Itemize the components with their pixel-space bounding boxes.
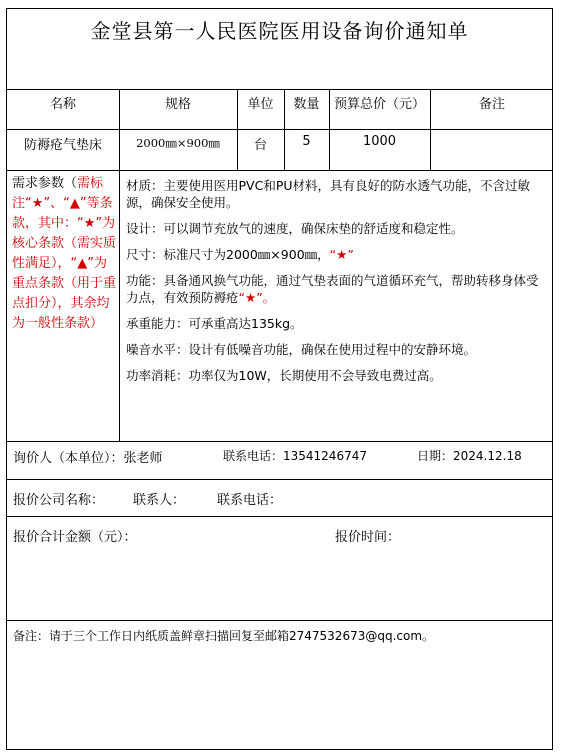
header-note: 备注: [478, 97, 505, 112]
quote-time-label: 报价时间：: [335, 530, 401, 545]
quote-company-label: 报价公司名称：: [13, 493, 105, 508]
requirements-label: [12, 174, 119, 334]
inquirer-phone: 联系电话：13541246747: [223, 449, 367, 463]
divider: [7, 129, 552, 130]
header-budget: 预算总价（元）: [333, 97, 425, 112]
requirements-list: [126, 177, 550, 393]
quote-contact-label: 联系人：: [133, 493, 186, 508]
divider: [119, 170, 120, 441]
requirement-item: 噪音水平：设计有低噪音功能，确保在使用过程中的安静环境。: [126, 342, 477, 357]
inquirer-label: 询价人（本单位）：张老师: [13, 451, 163, 466]
requirement-item: 功能：具备通风换气功能，通过气垫表面的气道循环充气，帮助转移身体受力点，有效预防褥疮“★”。: [126, 273, 539, 305]
form-title: 金堂县第一人民医院医用设备询价通知单: [90, 19, 469, 43]
divider: [7, 441, 552, 442]
item-unit: 台: [253, 138, 267, 153]
divider: [7, 89, 552, 90]
core-star-mark: “★”: [329, 247, 354, 262]
header-name: 名称: [49, 97, 76, 112]
header-unit: 单位: [247, 97, 274, 112]
core-star-mark: “★”。: [238, 290, 276, 305]
requirement-item: 设计：可以调节充放气的速度，确保床垫的舒适度和稳定性。: [126, 221, 464, 236]
requirement-item: 承重能力：可承重高达135kg。: [126, 316, 303, 331]
item-name: 防褥疮气垫床: [23, 138, 102, 153]
requirement-item: 材质：主要使用医用PVC和PU材料，具有良好的防水透气功能，不含过敏源，确保安全使用。: [126, 178, 531, 210]
divider: [7, 479, 552, 480]
divider: [7, 516, 552, 517]
requirements-label-main: 需求参数（: [12, 176, 78, 191]
header-qty: 数量: [293, 97, 320, 112]
header-spec: 规格: [164, 97, 191, 112]
requirement-item: 功率消耗：功率仅为10W，长期使用不会导致电费过高。: [126, 368, 442, 383]
item-qty: 5: [302, 134, 311, 149]
inquiry-date: 日期：2024.12.18: [417, 449, 522, 463]
footer-note: 备注：请于三个工作日内纸质盖鲜章扫描回复至邮箱2747532673@qq.com。: [13, 629, 435, 643]
quote-total-label: 报价合计金额（元）：: [13, 530, 137, 545]
item-spec: 2000㎜×900㎜: [136, 136, 220, 150]
item-budget: 1000: [362, 134, 397, 149]
inquiry-form: [6, 8, 553, 750]
divider: [7, 170, 552, 171]
requirement-item: 尺寸：标准尺寸为2000㎜×900㎜，“★”: [126, 247, 354, 262]
requirements-label-note: 需标注“★”、“▲”等条款，其中：“★”为核心条款（需实质性满足），“▲”为重点条款（用于重点扣分），其余均为一般性条款）: [12, 176, 117, 331]
quote-phone-label: 联系电话：: [217, 493, 283, 508]
divider: [7, 620, 552, 621]
